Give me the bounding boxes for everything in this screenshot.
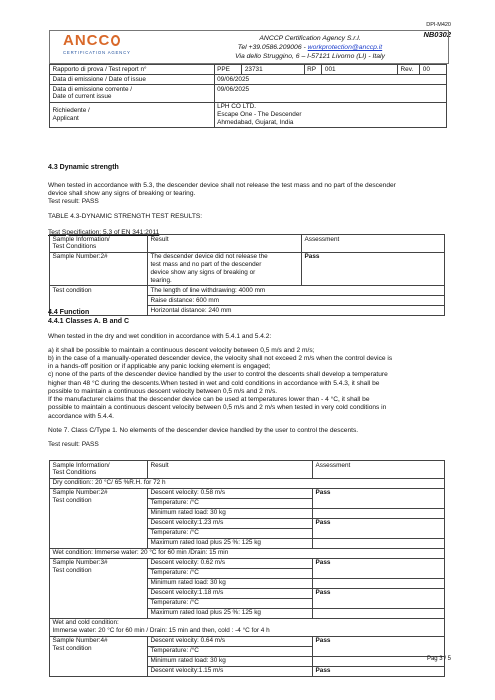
- report-info-table: [49, 64, 447, 128]
- dynamic-strength-table: [49, 234, 445, 316]
- subsection-heading: 4.4.1 Classes A. B and C: [48, 317, 130, 325]
- company-phone: Tel +39.0586.209006 - workprotection@anccp.it: [237, 44, 383, 51]
- rated-load: Minimum rated load: 30 kg: [148, 578, 313, 588]
- ppe-value: 23731: [242, 65, 304, 75]
- section-4-3: [48, 164, 448, 237]
- current-issue-label: Data di emissione corrente / Date of current issue: [50, 85, 215, 103]
- email-link[interactable]: workprotection@anccp.it: [307, 44, 383, 51]
- condition-row: Wet condition: Immerse water: 20 °C for 60 min /Drain: 15 min: [50, 548, 445, 558]
- condition-row: Wet and cold condition: Immerse water: 20 °C for 60 min / Drain: 15 min and then, cold : -4 °C for 4 h: [50, 618, 445, 636]
- form-code: DPI-M420: [426, 22, 451, 28]
- test-specification: Test Specification: 5.3 of EN 341:2011: [48, 228, 160, 236]
- header-company-block: [190, 34, 430, 61]
- assessment-pass: Pass: [313, 666, 445, 676]
- descent-velocity: Descent velocity:1.18 m/s: [148, 588, 313, 598]
- assessment-pass: Pass: [313, 588, 445, 608]
- applicant-value: LPH CO LTD. Escape One - The Descender Ahmedabad, Gujarat, India: [214, 102, 446, 128]
- paragraph: device shall show any signs of breaking or tearing.: [48, 189, 196, 197]
- result-text: The descender device did not release the test mass and no part of the descender device show any signs of breaking or tearing.: [148, 252, 302, 285]
- test-result: Test result: PASS: [48, 198, 99, 206]
- assessment-pass: Pass: [313, 636, 445, 656]
- ppe-label: PPE: [214, 65, 242, 75]
- paragraph: possible to maintain a continuous descent velocity between 0,5 m/s and 2 m/s.: [48, 387, 278, 395]
- rated-load: Minimum rated load: 30 kg: [148, 508, 313, 518]
- descent-velocity: Descent velocity:1.23 m/s: [148, 518, 313, 528]
- assessment-pass: Pass: [313, 488, 445, 508]
- ref-code: NB0302: [423, 30, 451, 39]
- issue-value: 09/06/2025: [214, 75, 446, 85]
- logo: [63, 33, 145, 59]
- paragraph: When tested in accordance with 5.3, the descender device shall not release the test mass and no part of the descender: [48, 181, 396, 189]
- rated-load: Maximum rated load plus 25 %: 125 kg: [148, 538, 313, 548]
- assessment-pass: Pass: [302, 252, 445, 285]
- test-result: Test result: PASS: [48, 441, 99, 449]
- sample-number: Sample Number:2#: [50, 252, 148, 285]
- section-4-4: [48, 309, 453, 449]
- company-address: Via dello Struggino, 6 – I-57121 Livorno (LI) - Italy: [235, 53, 385, 60]
- sample-info: Sample Number:3# Test condition: [50, 558, 148, 618]
- temperature: Temperature: /°C: [148, 646, 313, 656]
- col-header: Sample Information/ Test Conditions: [50, 235, 148, 253]
- col-header: Result: [148, 235, 302, 253]
- sample-info: Sample Number:2# Test condition: [50, 488, 148, 548]
- descent-velocity: Descent velocity: 0.62 m/s: [148, 558, 313, 568]
- condition-line: Horizontal distance: 240 mm: [148, 306, 445, 316]
- paragraph: accordance with 5.4.4.: [48, 412, 114, 420]
- function-test-table: [49, 460, 445, 677]
- paragraph: in a hands-off position or if applicable any panic locking element is engaged;: [48, 363, 271, 371]
- paragraph: If the manufacturer claims that the descender device can be used at temperatures lower than - 4 °C, it shall be: [48, 396, 370, 404]
- temperature: Temperature: /°C: [148, 498, 313, 508]
- assessment-pass: Pass: [313, 518, 445, 538]
- section-heading: 4.3 Dynamic strength: [48, 164, 119, 171]
- condition-line: Raise distance: 600 mm: [148, 296, 445, 306]
- page-number: Pag 3 / 5: [426, 656, 451, 662]
- company-name: ANCCP Certification Agency S.r.l.: [259, 35, 361, 42]
- descent-velocity: Descent velocity: 0.58 m/s: [148, 488, 313, 498]
- condition-row: Dry condition:: 20 °C/ 65 %R.H. for 72 h: [50, 478, 445, 488]
- paragraph: higher than 48 °C during the descents.When tested in wet and cold conditions in accordance with 5.4.3, it shall be: [48, 379, 380, 387]
- rp-value: 001: [322, 65, 398, 75]
- logo-p-icon: [111, 35, 120, 46]
- applicant-label: Richiedente / Applicant: [50, 102, 215, 128]
- paragraph: possible to maintain a continuous descent velocity between 0,5 m/s and 2 m/s when tested in very cold conditions in: [48, 404, 387, 412]
- rp-label: RP: [304, 65, 322, 75]
- rated-load: Minimum rated load: 30 kg: [148, 656, 313, 666]
- test-condition-label: Test condition: [50, 286, 148, 316]
- report-label: Rapporto di prova / Test report n°: [50, 65, 215, 75]
- sample-info: Sample Number:4# Test condition: [50, 636, 148, 676]
- assessment-pass: Pass: [313, 558, 445, 578]
- rev-label: Rev.: [398, 65, 420, 75]
- col-header: Result: [148, 461, 313, 479]
- col-header: Sample Information/ Test Conditions: [50, 461, 148, 479]
- logo-wordmark: ANCC: [63, 33, 145, 48]
- table-title: TABLE 4.3-DYNAMIC STRENGTH TEST RESULTS:: [48, 213, 203, 221]
- temperature: Temperature: /°C: [148, 568, 313, 578]
- col-header: Assessment: [313, 461, 445, 479]
- section-heading: 4.4 Function: [48, 309, 90, 316]
- paragraph: c) none of the parts of the descender device handled by the user to control the descents shall develop a temperature: [48, 371, 388, 379]
- rev-value: 00: [420, 65, 447, 75]
- note: Note 7. Class C/Type 1. No elements of the descender device handled by the user to control the descents.: [48, 426, 359, 434]
- issue-label: Data di emissione / Date of issue: [50, 75, 215, 85]
- current-issue-value: 09/06/2025: [214, 85, 446, 103]
- paragraph: b) in the case of a manually-operated descender device, the velocity shall not exceed 2 m/s when the control device is: [48, 354, 393, 362]
- paragraph: a) it shall be possible to maintain a continuous descent velocity between 0,5 m/s and 2 m/s;: [48, 346, 315, 354]
- logo-subtitle: CERTIFICATION AGENCY: [63, 50, 131, 55]
- paragraph: When tested in the dry and wet condition in accordance with 5.4.1 and 5.4.2:: [48, 332, 272, 340]
- descent-velocity: Descent velocity: 0.64 m/s: [148, 636, 313, 646]
- col-header: Assessment: [302, 235, 445, 253]
- temperature: Temperature: /°C: [148, 528, 313, 538]
- temperature: Temperature: /°C: [148, 598, 313, 608]
- condition-line: The length of line withdrawing: 4000 mm: [148, 286, 445, 296]
- rated-load: Maximum rated load plus 25 %: 125 kg: [148, 608, 313, 618]
- descent-velocity: Descent velocity:1.15 m/s: [148, 666, 313, 676]
